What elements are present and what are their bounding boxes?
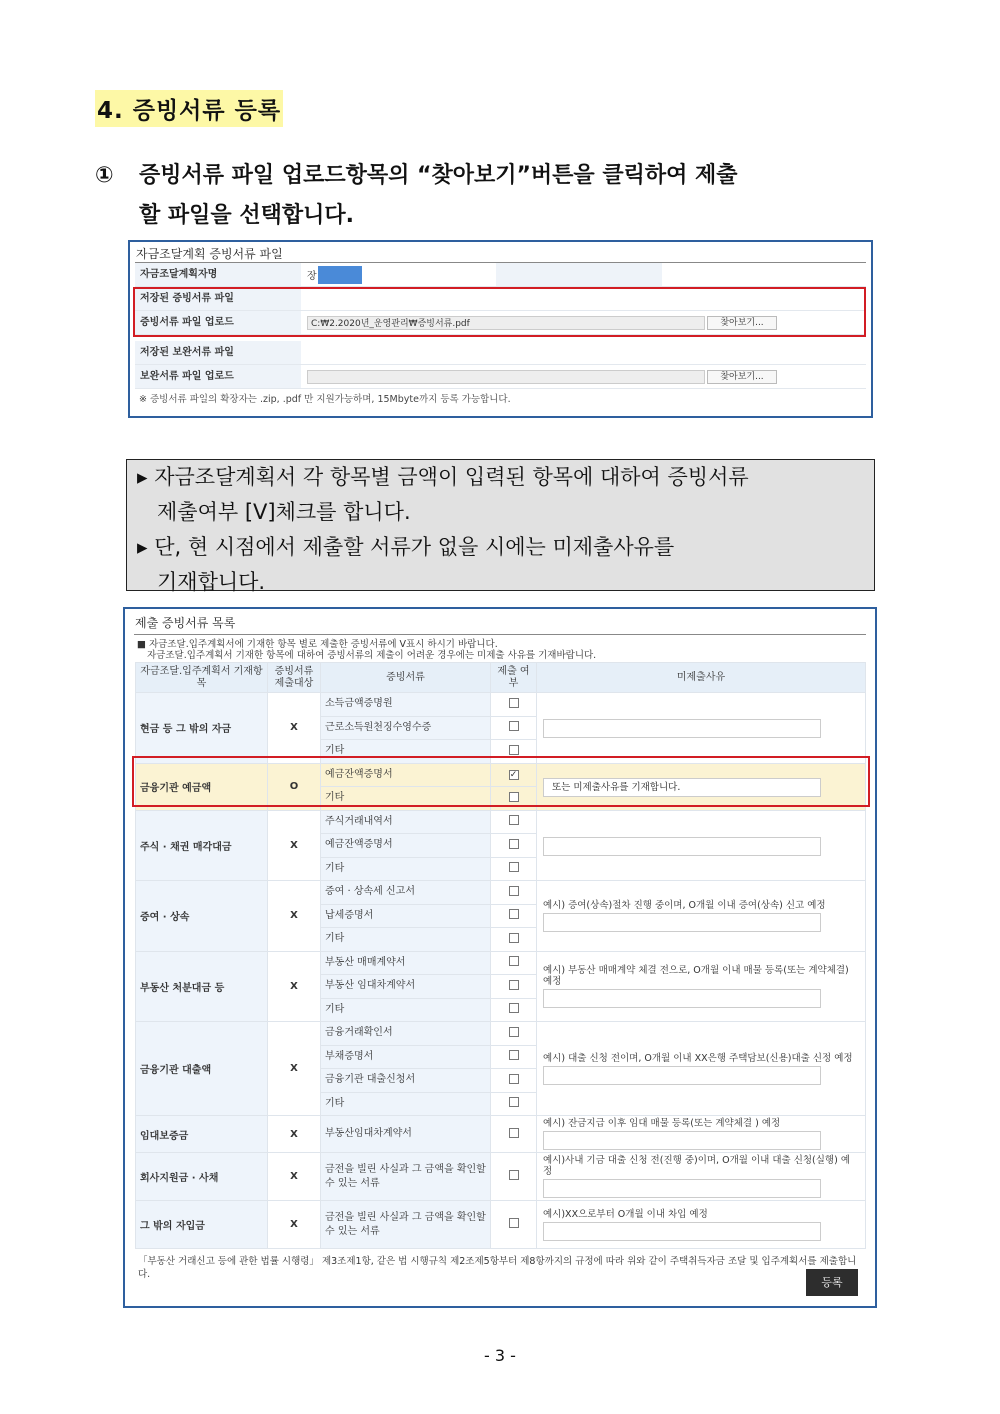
reason-input[interactable] [543, 1066, 821, 1085]
item-cell: 주식 · 채권 매각대금 [136, 810, 268, 881]
guide-line: ▸ 자금조달계획서 각 항목별 금액이 입력된 항목에 대하여 증빙서류 [137, 465, 749, 489]
reason-hint: 예시) 증여(상속)절차 진행 중이며, O개월 이내 증여(상속) 신고 예정 [543, 899, 826, 911]
guide-line: ▸ 단, 현 시점에서 제출할 서류가 없을 시에는 미제출사유를 [137, 535, 675, 559]
step-number: ① [95, 163, 114, 188]
submitted-checkbox[interactable] [509, 698, 519, 708]
item-cell: 현금 등 그 밖의 자금 [136, 693, 268, 764]
instruction-line: 할 파일을 선택합니다. [139, 203, 354, 228]
reason-cell [537, 1116, 866, 1153]
submitted-cell [491, 951, 537, 975]
reason-cell [537, 1153, 866, 1201]
target-cell: X [268, 1201, 321, 1249]
submitted-checkbox[interactable] [509, 1027, 519, 1037]
col-header: 증빙서류 제출대상 [268, 663, 321, 693]
reason-input[interactable] [543, 837, 821, 856]
submitted-cell [491, 1201, 537, 1249]
submitted-cell [491, 693, 537, 717]
submitted-cell [491, 928, 537, 952]
table-row [136, 1201, 866, 1249]
document-cell: 부채증명서 [321, 1045, 491, 1069]
target-cell: O [268, 763, 321, 810]
document-cell: 기타 [321, 740, 491, 764]
submitted-cell [491, 1069, 537, 1093]
document-cell: 금전을 빌린 사실과 그 금액을 확인할 수 있는 서류 [321, 1201, 491, 1249]
table-row [136, 810, 866, 834]
reason-cell [537, 951, 866, 1022]
upload-note: ※ 증빙서류 파일의 확장자는 .zip, .pdf 만 지원가능하며, 15Mbyte까지 등록 가능합니다. [139, 394, 511, 405]
submitted-cell [491, 904, 537, 928]
reason-hint: 예시) 잔금지급 이후 임대 매물 등록(또는 계약체결 ) 예정 [543, 1118, 781, 1129]
reason-hint: 예시)사내 기금 대출 신청 전(진행 중)이며, O개월 이내 대출 신청(실행) 예정 [543, 1155, 851, 1177]
instruction-text [95, 156, 905, 236]
document-cell: 소득금액증명원 [321, 693, 491, 717]
target-cell: X [268, 810, 321, 881]
list-title: 제출 증빙서류 목록 [135, 616, 236, 630]
submitted-checkbox[interactable] [509, 1170, 519, 1180]
guide-box [126, 459, 875, 594]
document-cell: 근로소득원천징수영수증 [321, 716, 491, 740]
submitted-checkbox[interactable] [509, 1128, 519, 1138]
document-cell: 금융기관 대출신청서 [321, 1069, 491, 1093]
reason-input[interactable] [543, 1179, 821, 1198]
reason-input[interactable] [543, 1222, 821, 1241]
proof-list-screenshot [123, 607, 877, 1308]
document-cell: 부동산 매매계약서 [321, 951, 491, 975]
submitted-cell [491, 810, 537, 834]
submitted-cell [491, 1022, 537, 1046]
table-row [136, 951, 866, 975]
submitted-checkbox[interactable] [509, 1218, 519, 1228]
submitted-cell [491, 716, 537, 740]
saved-supp-row [135, 341, 866, 365]
redaction-block [318, 266, 362, 284]
reason-hint: 예시)XX으로부터 O개월 이내 차입 예정 [543, 1208, 708, 1220]
plan-name-row [135, 263, 866, 287]
table-row [136, 693, 866, 717]
page-number: - 3 - [484, 1346, 516, 1365]
document-cell: 부동산 임대차계약서 [321, 975, 491, 999]
submitted-checkbox[interactable] [509, 1097, 519, 1107]
submitted-cell [491, 1092, 537, 1116]
reason-hint: 예시) 부동산 매매계약 체결 전으로, O개월 이내 매물 등록(또는 계약체결) 예정 [543, 964, 849, 987]
document-cell: 증여 · 상속세 신고서 [321, 881, 491, 905]
item-cell: 증여 · 상속 [136, 881, 268, 952]
legal-statement: 「부동산 거래신고 등에 관한 법률 시행령」 제3조제1항, 같은 법 시행규칙 제2조제5항부터 제8항까지의 규정에 따라 위와 같이 주택취득자금 조달 및 입주계획서를 제출합니다. [138, 1256, 857, 1280]
list-intro [134, 634, 866, 661]
document-cell: 예금잔액증명서 [321, 834, 491, 858]
highlight-frame [132, 756, 870, 807]
table-row [136, 1116, 866, 1153]
submitted-cell [491, 1116, 537, 1153]
table-row [136, 1153, 866, 1201]
col-header: 제출 여부 [491, 663, 537, 693]
document-cell: 금전을 빌린 사실과 그 금액을 확인할 수 있는 서류 [321, 1153, 491, 1201]
reason-input[interactable]: 또는 미제출사유를 기재합니다. [543, 778, 821, 797]
submitted-checkbox[interactable] [509, 1074, 519, 1084]
item-cell: 금융기관 대출액 [136, 1022, 268, 1116]
submitted-cell [491, 881, 537, 905]
item-cell: 금융기관 예금액 [136, 763, 268, 810]
submitted-checkbox[interactable] [509, 956, 519, 966]
submitted-cell [491, 1045, 537, 1069]
document-cell: 기타 [321, 998, 491, 1022]
document-cell: 기타 [321, 787, 491, 811]
submitted-cell [491, 975, 537, 999]
document-cell: 주식거래내역서 [321, 810, 491, 834]
submitted-checkbox[interactable] [509, 933, 519, 943]
submitted-checkbox[interactable]: ✓ [509, 770, 518, 781]
col-header: 자금조달.입주계획서 기재항목 [136, 663, 268, 693]
document-cell: 금융거래확인서 [321, 1022, 491, 1046]
reason-input[interactable] [543, 913, 821, 932]
document-cell: 납세증명서 [321, 904, 491, 928]
document-cell: 기타 [321, 928, 491, 952]
target-cell: X [268, 1116, 321, 1153]
upload-form-screenshot [128, 240, 873, 418]
submitted-cell [491, 1153, 537, 1201]
empty-cell [496, 263, 662, 286]
table-row [136, 1022, 866, 1046]
submitted-checkbox[interactable] [509, 745, 519, 755]
supp-browse-button[interactable]: 찾아보기... [707, 370, 777, 384]
submitted-checkbox[interactable] [509, 1003, 519, 1013]
reason-cell [537, 1201, 866, 1249]
proof-browse-button[interactable]: 찾아보기... [707, 316, 777, 330]
reason-input[interactable] [543, 719, 821, 738]
field-label: 증빙서류 파일 업로드 [135, 311, 301, 334]
document-cell: 예금잔액증명서 [321, 763, 491, 787]
submitted-cell [491, 857, 537, 881]
submitted-checkbox[interactable] [509, 839, 519, 849]
submitted-checkbox[interactable] [509, 886, 519, 896]
submitted-cell [491, 998, 537, 1022]
table-row [136, 881, 866, 905]
reason-cell [537, 881, 866, 952]
instruction-line: 증빙서류 파일 업로드항목의 “찾아보기”버튼을 클릭하여 제출 [139, 163, 738, 188]
reason-cell [537, 1022, 866, 1116]
submitted-checkbox[interactable] [509, 862, 519, 872]
submitted-checkbox[interactable] [509, 1050, 519, 1060]
section-heading: 4. 증빙서류 등록 [95, 90, 283, 127]
supp-upload-row [135, 365, 866, 389]
col-header: 증빙서류 [321, 663, 491, 693]
submitted-checkbox[interactable] [509, 980, 519, 990]
proof-table [135, 662, 866, 1249]
document-cell: 부동산임대차계약서 [321, 1116, 491, 1153]
submitted-checkbox[interactable] [509, 815, 519, 825]
proof-file-input[interactable]: C:₩2.2020년_운영관리₩증빙서류.pdf [307, 316, 705, 330]
document-cell: 기타 [321, 857, 491, 881]
reason-input[interactable] [543, 1131, 821, 1150]
submitted-cell [491, 834, 537, 858]
field-label: 보완서류 파일 업로드 [135, 365, 301, 388]
submitted-checkbox[interactable] [509, 909, 519, 919]
supp-file-input[interactable] [307, 370, 705, 384]
target-cell: X [268, 693, 321, 764]
intro-line: ■ 자금조달.입주계획서에 기재한 항목 별로 제출한 증빙서류에 V표시 하시기 바랍니다. [137, 639, 498, 650]
item-cell: 임대보증금 [136, 1116, 268, 1153]
reason-input[interactable] [543, 989, 821, 1008]
item-cell: 부동산 처분대금 등 [136, 951, 268, 1022]
submitted-checkbox[interactable] [509, 721, 519, 731]
intro-line: 자금조달.입주계획서 기재한 항목에 대하여 증빙서류의 제출이 어려운 경우에는 미제출 사유를 기재바랍니다. [147, 650, 597, 661]
reason-hint: 예시) 대출 신청 전이며, O개월 이내 XX은행 주택담보(신용)대출 신정 예정 [543, 1052, 853, 1064]
guide-line: 기재합니다. [157, 570, 266, 594]
target-cell: X [268, 881, 321, 952]
guide-line: 제출여부 [V]체크를 합니다. [157, 500, 411, 524]
item-cell: 그 밖의 자입금 [136, 1201, 268, 1249]
reason-cell [537, 810, 866, 881]
highlight-frame [133, 287, 866, 337]
target-cell: X [268, 1022, 321, 1116]
reason-cell [537, 693, 866, 764]
field-label: 저장된 보완서류 파일 [135, 341, 301, 364]
target-cell: X [268, 1153, 321, 1201]
field-label: 저장된 증빙서류 파일 [135, 287, 301, 310]
item-cell: 회사지원금 · 사채 [136, 1153, 268, 1201]
col-header: 미제출사유 [537, 663, 866, 693]
plan-name-value: 장 [307, 271, 317, 282]
document-cell: 기타 [321, 1092, 491, 1116]
target-cell: X [268, 951, 321, 1022]
field-label: 자금조달계획자명 [135, 263, 301, 286]
form-title: 자금조달계획 증빙서류 파일 [135, 245, 866, 263]
register-button[interactable]: 등록 [806, 1269, 858, 1296]
